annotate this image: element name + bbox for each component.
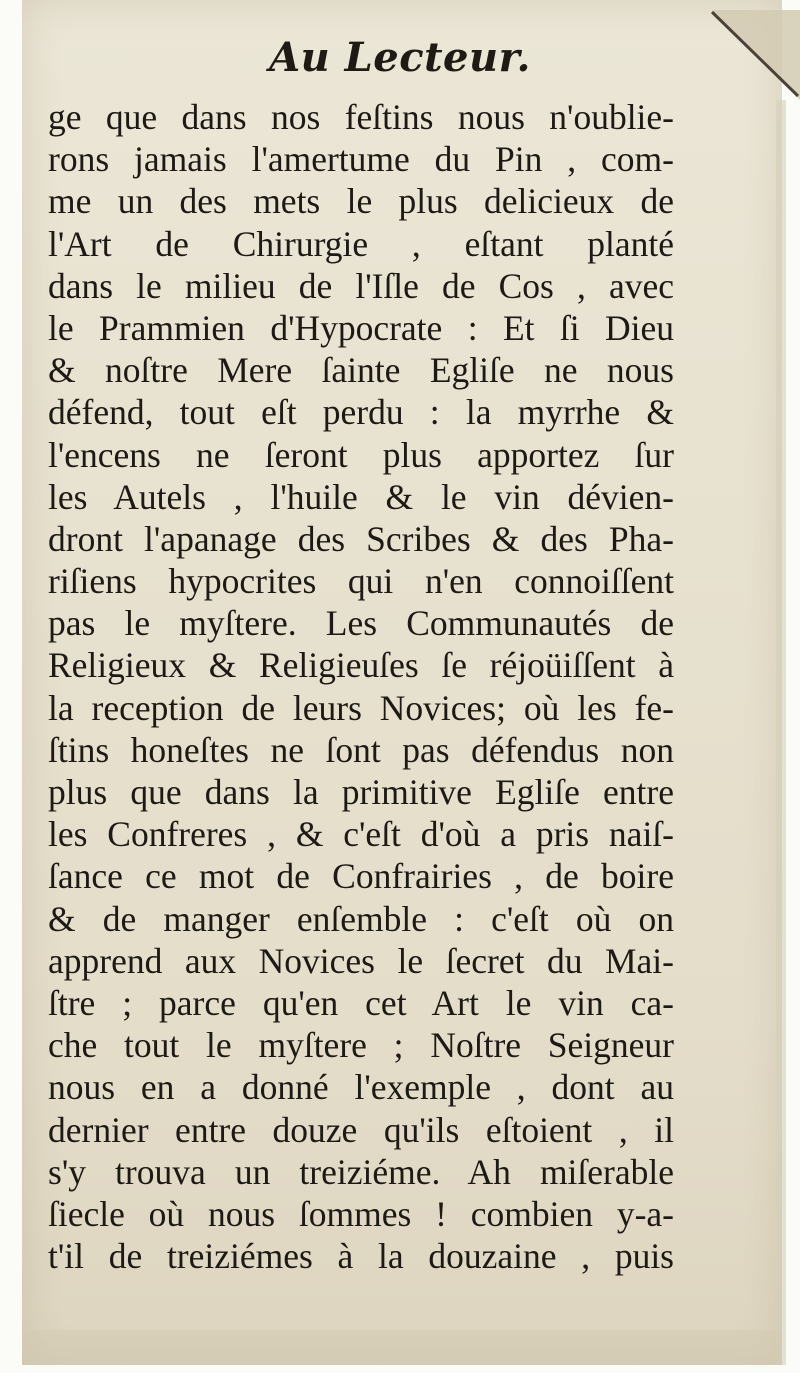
- text-line: t'il de treiziémes à la douzaine , puis: [48, 1236, 674, 1277]
- text-line: ſtins honeſtes ne ſont pas défendus non: [48, 729, 674, 770]
- text-line: la reception de leurs Novices; où les fe-: [48, 687, 674, 728]
- text-line: riſiens hypocrites qui n'en connoiſſent: [48, 561, 674, 602]
- text-line: rons jamais l'amertume du Pin , com-: [48, 139, 674, 180]
- text-line: s'y trouva un treiziéme. Ah miſerable: [48, 1151, 674, 1192]
- text-line: ſance ce mot de Confrairies , de boire: [48, 856, 674, 897]
- text-line: dront l'apanage des Scribes & des Pha-: [48, 518, 674, 559]
- text-line: pas le myſtere. Les Communautés de: [48, 603, 674, 644]
- text-line: l'Art de Chirurgie , eſtant planté: [48, 223, 674, 264]
- body-text: [48, 96, 674, 1277]
- text-line: dans le milieu de l'Iſle de Cos , avec: [48, 265, 674, 306]
- text-line: plus que dans la primitive Egliſe entre: [48, 772, 674, 812]
- text-line: l'encens ne ſeront plus apportez ſur: [48, 434, 674, 475]
- text-line: che tout le myſtere ; Noſtre Seigneur: [48, 1025, 674, 1066]
- text-line: apprend aux Novices le ſecret du Mai-: [48, 940, 674, 981]
- text-line: ſtre ; parce qu'en cet Art le vin ca-: [48, 982, 674, 1023]
- text-line: le Prammien d'Hypocrate : Et ſi Dieu: [48, 307, 674, 348]
- text-line: & noſtre Mere ſainte Egliſe ne nous: [48, 350, 674, 391]
- text-line: Religieux & Religieuſes ſe réjoüiſſent à: [48, 645, 674, 686]
- text-line: me un des mets le plus delicieux de: [48, 181, 674, 222]
- running-header: Au Lecteur.: [269, 34, 531, 81]
- text-line: dernier entre douze qu'ils eſtoient , il: [48, 1109, 674, 1150]
- text-line: défend, tout eſt perdu : la myrrhe &: [48, 392, 674, 433]
- text-line: ge que dans nos feſtins nous n'oublie-: [48, 97, 674, 137]
- text-line: & de manger enſemble : c'eſt où on: [48, 898, 674, 939]
- text-line: nous en a donné l'exemple , dont au: [48, 1067, 674, 1108]
- text-line: les Confreres , & c'eſt d'où a pris naiſ-: [48, 814, 674, 855]
- text-line: ſiecle où nous ſommes ! combien y-a-: [48, 1193, 674, 1234]
- text-line: les Autels , l'huile & le vin dévien-: [48, 476, 674, 517]
